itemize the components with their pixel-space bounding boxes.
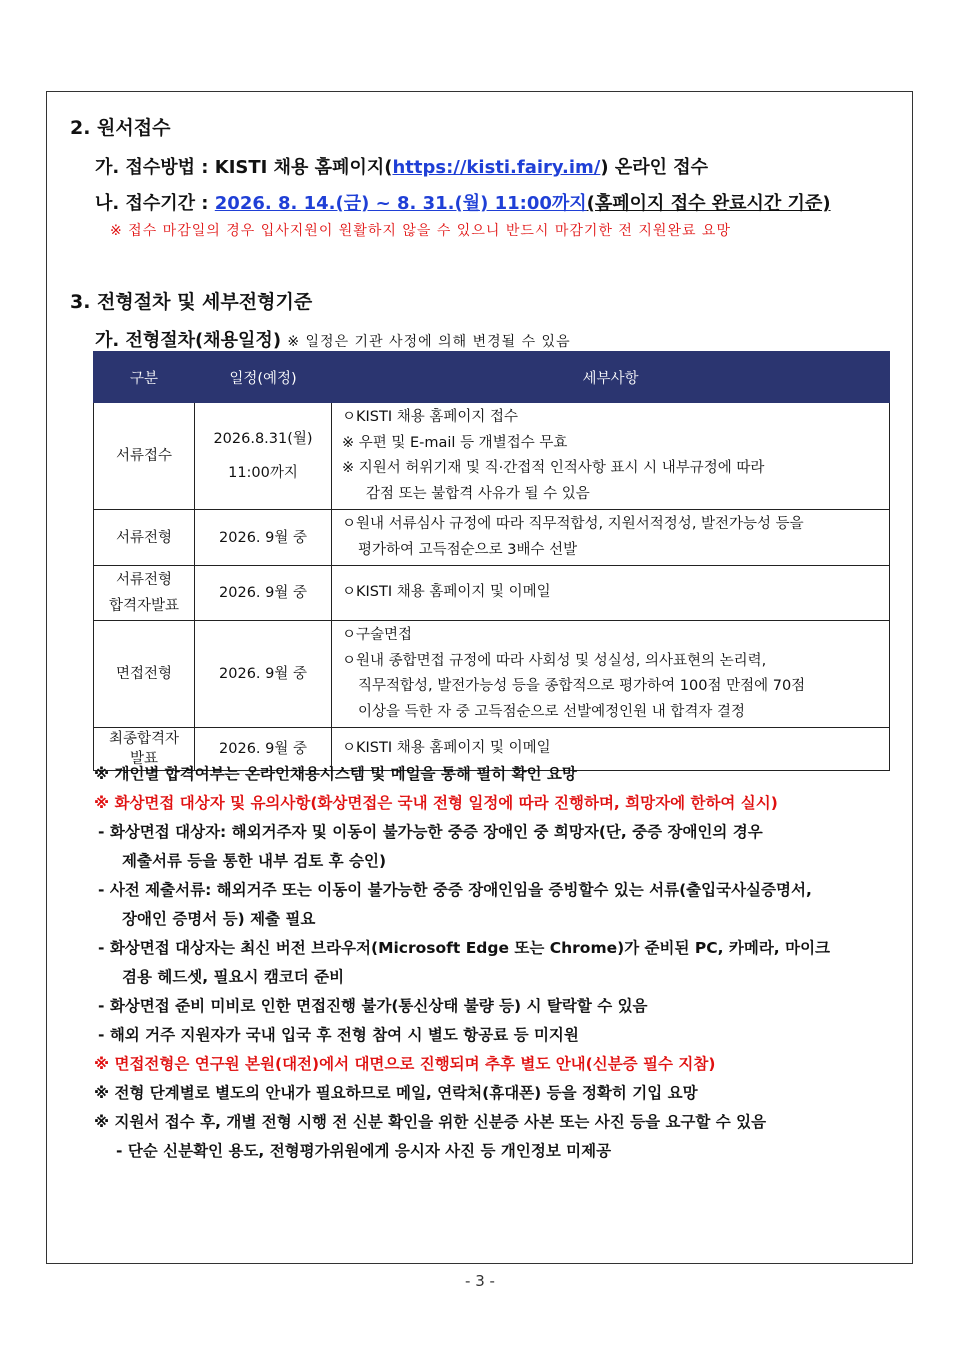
detail-line: 이상을 득한 자 중 고득점순으로 선발예정인원 내 합격자 결정 xyxy=(358,703,746,720)
period-suffix: (홈페이지 접수 완료시간 기준) xyxy=(586,193,831,214)
application-method xyxy=(95,153,708,179)
note-line: 제출서류 등을 통한 내부 검토 후 승인) xyxy=(122,852,387,870)
period-value: 2026. 8. 14.(금) ~ 8. 31.(월) 11:00까지 xyxy=(214,193,587,214)
detail-line: ㅇKISTI 채용 홈페이지 및 이메일 xyxy=(342,740,551,757)
note-line: - 단순 신분확인 용도, 전형평가위원에게 응시자 사진 등 개인정보 미제공 xyxy=(116,1142,612,1160)
note-line: ※ 화상면접 대상자 및 유의사항(화상면접은 국내 전형 일정에 따라 진행하며, 희망자에 한하여 실시) xyxy=(94,794,778,812)
row-schedule: 2026. 9월 중 xyxy=(195,728,332,771)
header-details: 세부사항 xyxy=(332,352,890,403)
category-line: 합격자발표 xyxy=(108,598,180,614)
detail-line: 감점 또는 불합격 사유가 될 수 있음 xyxy=(366,485,590,502)
table-row xyxy=(94,403,890,510)
note-line: - 화상면접 대상자는 최신 버전 브라우저(Microsoft Edge 또는 Chrome)가 준비된 PC, 카메라, 마이크 xyxy=(98,939,831,957)
note-line: 장애인 증명서 등) 제출 필요 xyxy=(122,910,316,928)
row-category: 서류전형 xyxy=(94,510,195,566)
recruit-site-link[interactable]: https://kisti.fairy.im/ xyxy=(392,157,601,178)
row-schedule: 2026. 9월 중 xyxy=(195,510,332,566)
page-number: - 3 - xyxy=(465,1272,495,1290)
note-line: - 해외 거주 지원자가 국내 입국 후 전형 참여 시 별도 항공료 등 미지원 xyxy=(98,1026,579,1044)
table-row xyxy=(94,566,890,621)
row-category: 면접전형 xyxy=(94,621,195,728)
notes-list xyxy=(94,760,830,1166)
category-line: 발표 xyxy=(129,751,158,767)
row-schedule xyxy=(195,403,332,510)
row-category xyxy=(94,566,195,621)
detail-line: ㅇ원내 종합면접 규정에 따라 사회성 및 성실성, 의사표현의 논리력, xyxy=(342,652,767,669)
detail-line: ㅇ원내 서류심사 규정에 따라 직무적합성, 지원서적정성, 발전가능성 등을 xyxy=(342,516,804,532)
note-line: 겸용 헤드셋, 필요시 캠코더 준비 xyxy=(122,968,345,986)
note-line: - 화상면접 준비 미비로 인한 면접진행 불가(통신상태 불량 등) 시 탈락할 수 있음 xyxy=(98,997,648,1015)
section-2-title: 2. 원서접수 xyxy=(70,117,171,139)
table-header-row xyxy=(94,352,890,403)
row-details xyxy=(332,510,890,566)
note-line: - 사전 제출서류: 해외거주 또는 이동이 불가능한 중증 장애인임을 증빙할수 있는 서류(출입국사실증명서, xyxy=(98,881,812,899)
note-line: ※ 면접전형은 연구원 본원(대전)에서 대면으로 진행되며 추후 별도 안내(신분증 필수 지참) xyxy=(94,1055,716,1073)
note-line: ※ 전형 단계별로 별도의 안내가 필요하므로 메일, 연락처(휴대폰) 등을 정확히 기입 요망 xyxy=(94,1084,698,1102)
row-category: 서류접수 xyxy=(94,403,195,510)
schedule-line: 11:00까지 xyxy=(228,465,298,481)
method-label: 가. 접수방법 : KISTI 채용 홈페이지( xyxy=(95,157,393,178)
row-details xyxy=(332,566,890,621)
deadline-notice: ※ 접수 마감일의 경우 입사지원이 원활하지 않을 수 있으니 반드시 마감기한 전 지원완료 요망 xyxy=(110,223,731,239)
note-line: ※ 지원서 접수 후, 개별 전형 시행 전 신분 확인을 위한 신분증 사본 또는 사진 등을 요구할 수 있음 xyxy=(94,1113,767,1131)
detail-line: 직무적합성, 발전가능성 등을 종합적으로 평가하여 100점 만점에 70점 xyxy=(358,678,806,694)
table-row xyxy=(94,621,890,728)
row-schedule: 2026. 9월 중 xyxy=(195,621,332,728)
section-3-title: 3. 전형절차 및 세부전형기준 xyxy=(70,291,313,313)
method-suffix: ) 온라인 접수 xyxy=(600,157,709,178)
header-schedule: 일정(예정) xyxy=(195,352,332,403)
detail-line: ㅇKISTI 채용 홈페이지 및 이메일 xyxy=(342,584,551,601)
category-line: 최종합격자 xyxy=(108,731,180,747)
period-label: 나. 접수기간 : xyxy=(95,193,215,214)
detail-line: 평가하여 고득점순으로 3배수 선발 xyxy=(358,541,578,558)
schedule-change-note: ※ 일정은 기관 사정에 의해 변경될 수 있음 xyxy=(287,334,571,350)
detail-line: ㅇKISTI 채용 홈페이지 접수 xyxy=(342,409,519,425)
row-details xyxy=(332,621,890,728)
category-line: 서류전형 xyxy=(115,572,173,588)
selection-schedule-table xyxy=(93,351,890,771)
detail-line: ※ 우편 및 E-mail 등 개별접수 무효 xyxy=(342,434,568,451)
detail-line: ※ 지원서 허위기재 및 직·간접적 인적사항 표시 시 내부규정에 따라 xyxy=(342,460,765,476)
schedule-line: 2026.8.31(월) xyxy=(213,431,313,447)
row-schedule: 2026. 9월 중 xyxy=(195,566,332,621)
detail-line: ㅇ구술면접 xyxy=(342,627,413,643)
note-line: ※ 개인별 합격여부는 온라인채용시스템 및 메일을 통해 필히 확인 요망 xyxy=(94,765,577,783)
procedure-subtitle-text: 가. 전형절차(채용일정) xyxy=(95,330,282,351)
application-period xyxy=(95,189,831,215)
table-row xyxy=(94,510,890,566)
row-details xyxy=(332,403,890,510)
note-line: - 화상면접 대상자: 해외거주자 및 이동이 불가능한 중증 장애인 중 희망자(단, 중증 장애인의 경우 xyxy=(98,823,763,841)
header-category: 구분 xyxy=(94,352,195,403)
procedure-subtitle xyxy=(95,326,571,352)
